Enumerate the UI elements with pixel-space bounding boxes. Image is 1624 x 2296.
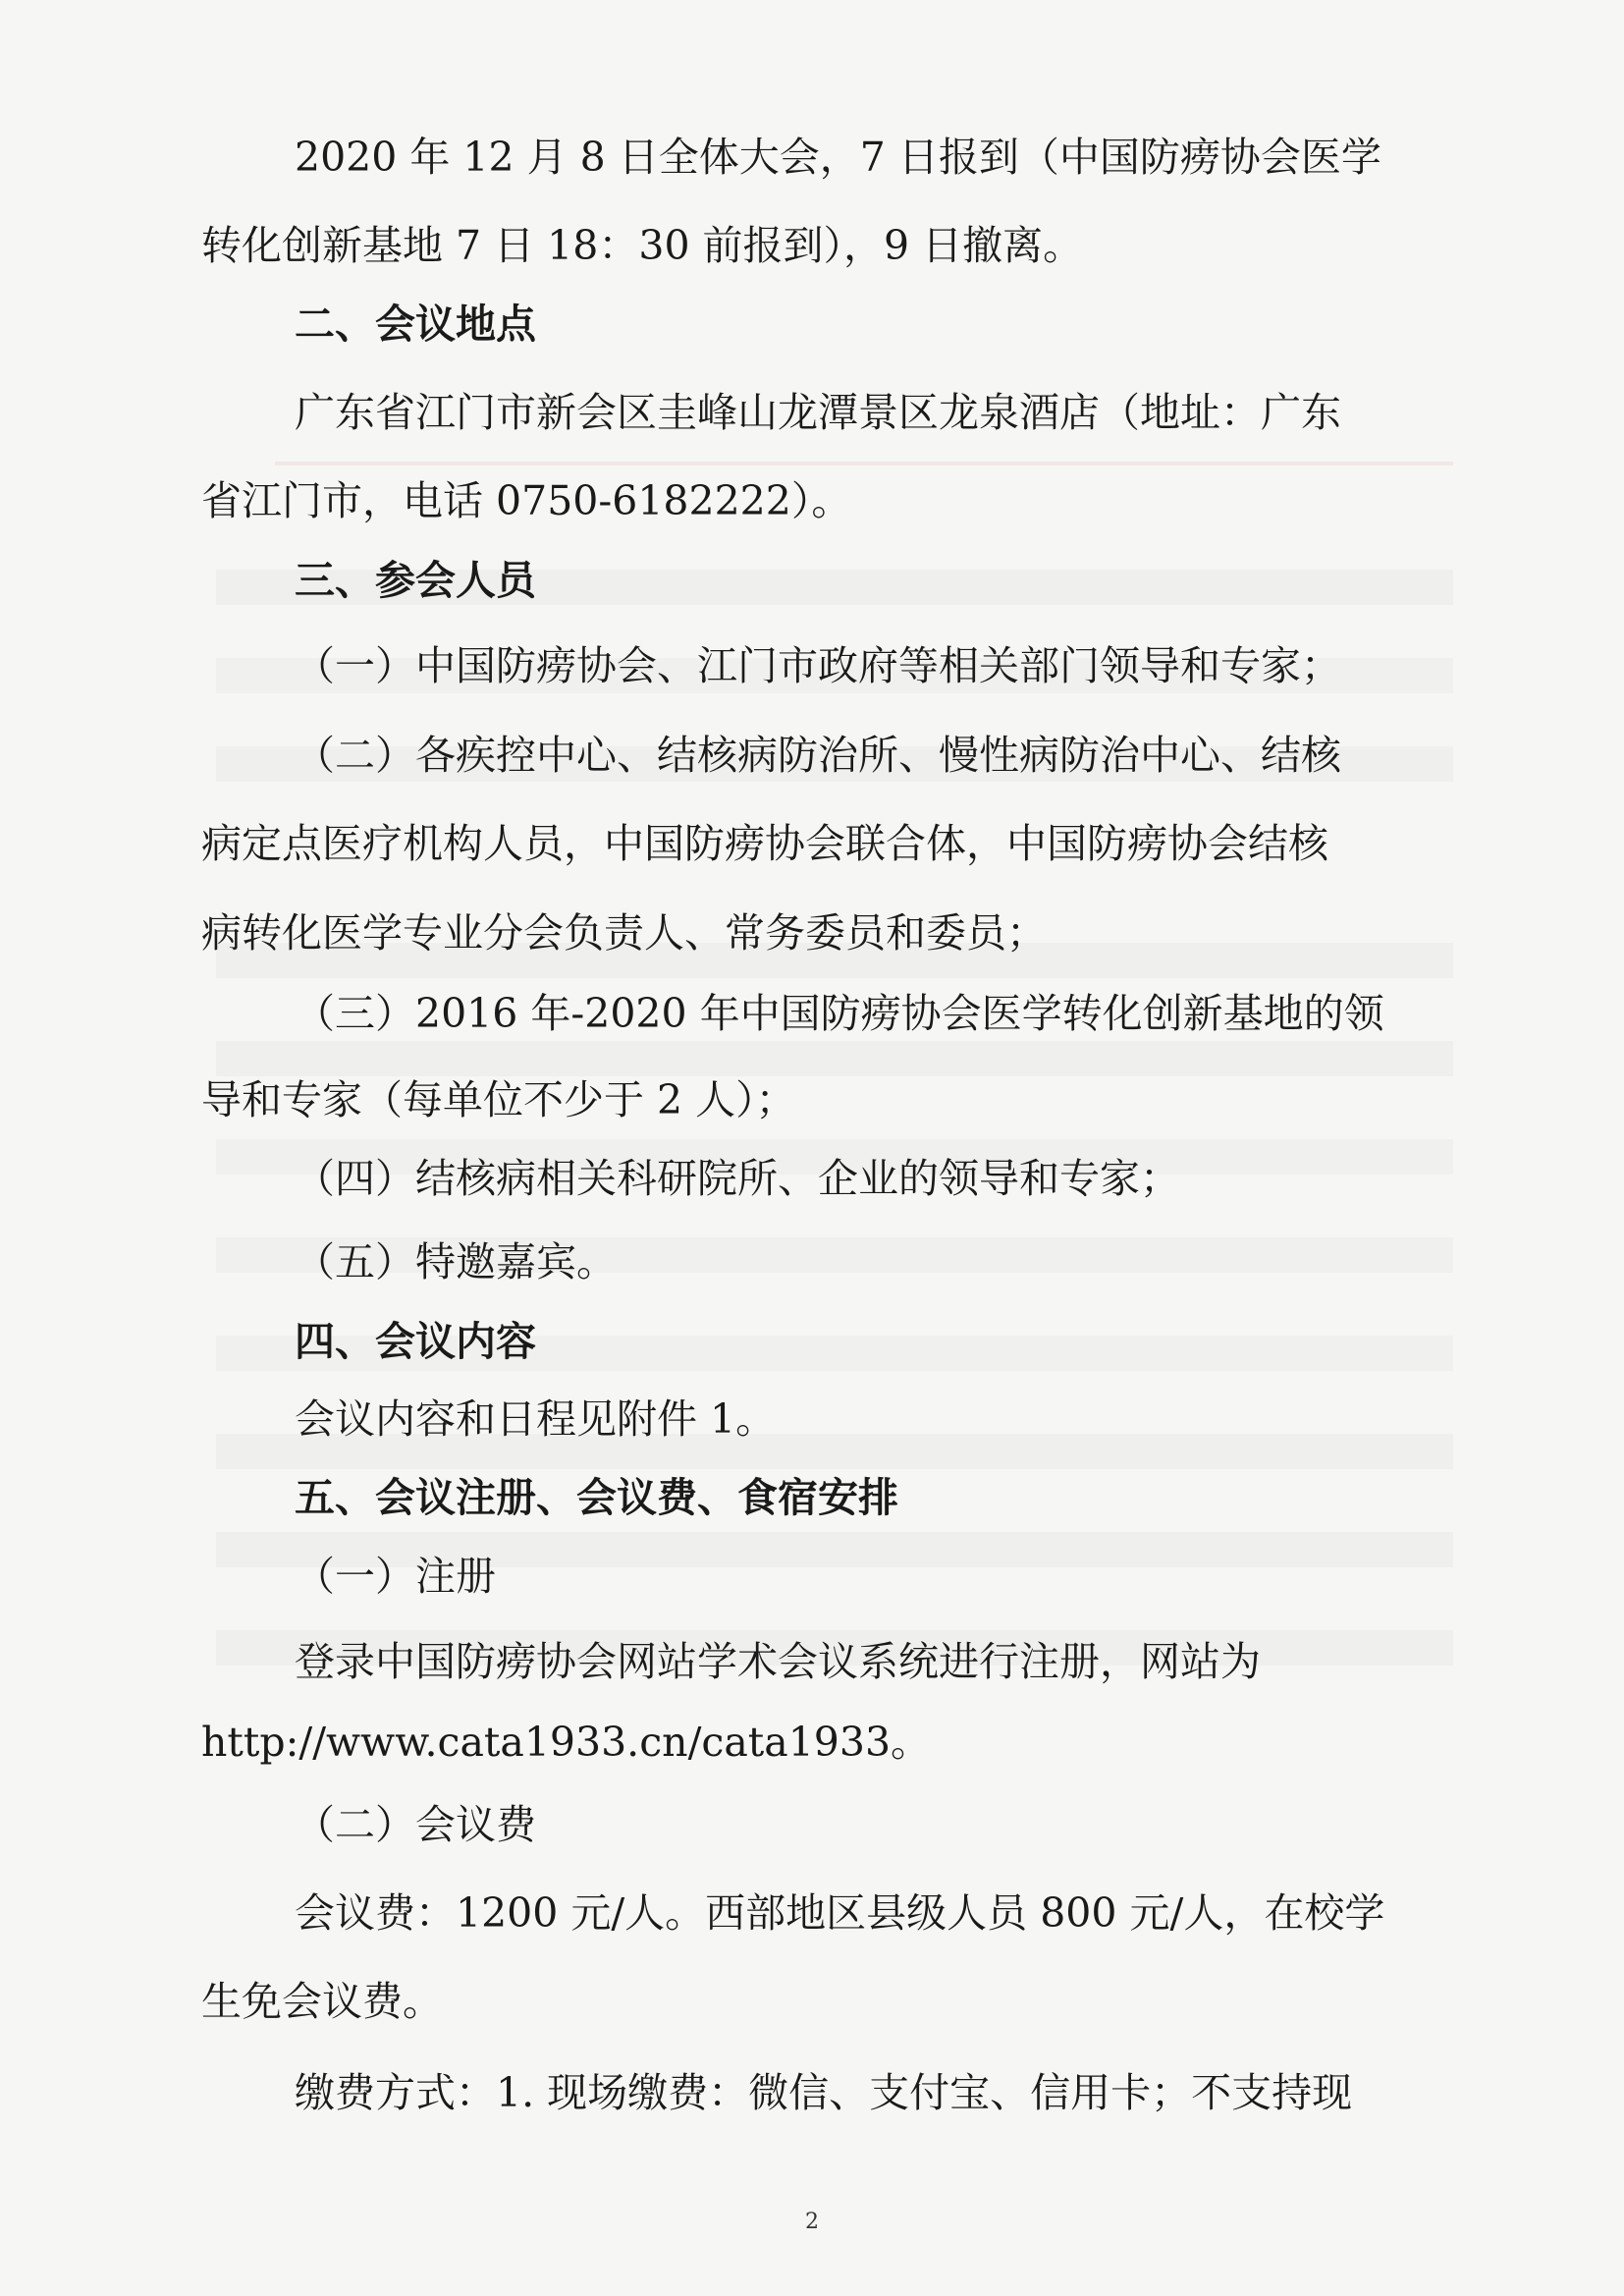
bleed-through-row xyxy=(216,1041,1453,1076)
subsection-heading: （一）注册 xyxy=(295,1553,496,1600)
text-line: 省江门市，电话 0750-6182222）。 xyxy=(201,477,852,524)
bleed-through-rule xyxy=(275,462,1453,465)
section-heading-attendees: 三、参会人员 xyxy=(295,557,536,604)
page-number: 2 xyxy=(805,2210,819,2234)
text-line: 生免会议费。 xyxy=(201,1978,443,2025)
text-line: 广东省江门市新会区圭峰山龙潭景区龙泉酒店（地址：广东 xyxy=(295,389,1341,436)
registration-url: http://www.cata1933.cn/cata1933。 xyxy=(201,1719,932,1766)
text-line: （二）各疾控中心、结核病防治所、慢性病防治中心、结核 xyxy=(295,732,1341,779)
text-line: 病转化医学专业分会负责人、常务委员和委员； xyxy=(201,909,1047,957)
section-heading-registration: 五、会议注册、会议费、食宿安排 xyxy=(295,1474,898,1521)
section-heading-content: 四、会议内容 xyxy=(295,1318,536,1365)
text-line: 导和专家（每单位不少于 2 人）； xyxy=(201,1076,796,1123)
text-line: （五）特邀嘉宾。 xyxy=(295,1238,617,1285)
subsection-heading: （二）会议费 xyxy=(295,1801,536,1848)
section-heading-location: 二、会议地点 xyxy=(295,301,536,348)
text-line: （三）2016 年-2020 年中国防痨协会医学转化创新基地的领 xyxy=(295,990,1384,1037)
text-line: （四）结核病相关科研院所、企业的领导和专家； xyxy=(295,1155,1180,1202)
text-line: （一）中国防痨协会、江门市政府等相关部门领导和专家； xyxy=(295,642,1341,689)
text-line: 转化创新基地 7 日 18：30 前报到），9 日撤离。 xyxy=(201,222,1084,269)
text-line: 缴费方式：1. 现场缴费：微信、支付宝、信用卡；不支持现 xyxy=(295,2069,1353,2116)
text-line: 登录中国防痨协会网站学术会议系统进行注册，网站为 xyxy=(295,1638,1261,1685)
text-line: 病定点医疗机构人员，中国防痨协会联合体，中国防痨协会结核 xyxy=(201,820,1328,867)
text-line: 2020 年 12 月 8 日全体大会，7 日报到（中国防痨协会医学 xyxy=(295,134,1381,181)
text-line: 会议内容和日程见附件 1。 xyxy=(295,1395,777,1443)
text-line: 会议费：1200 元/人。西部地区县级人员 800 元/人，在校学 xyxy=(295,1889,1385,1937)
